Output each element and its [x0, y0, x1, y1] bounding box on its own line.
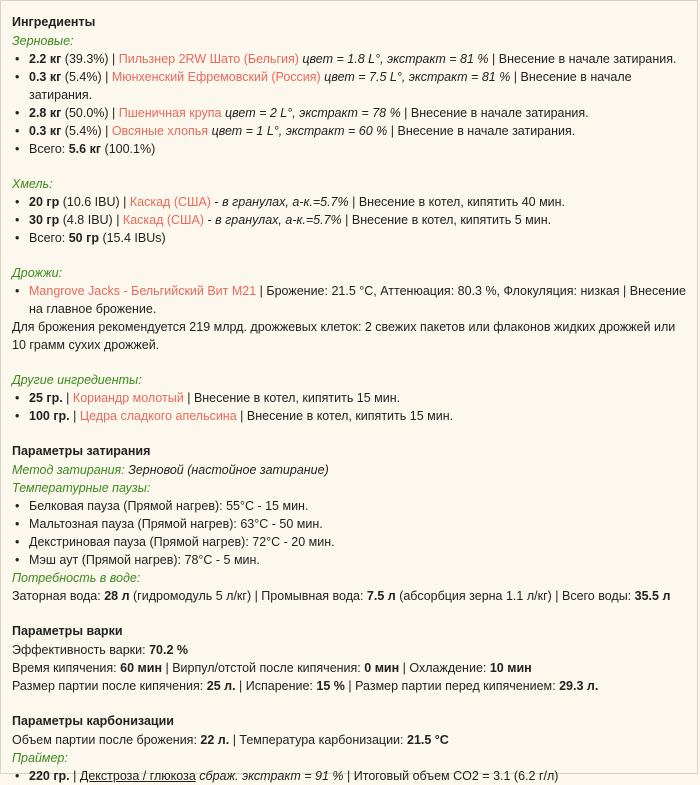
grain-link[interactable]: Мюнхенский Ефремовский (Россия) — [111, 70, 321, 84]
list-item: • 2.8 кг (50.0%) | Пшеничная крупа цвет = 2 L°, экстракт = 78 % | Внесение в начале затирания. — [12, 104, 689, 122]
water-subheading: Потребность в воде: — [12, 571, 141, 585]
primer-link[interactable]: Декстроза / глюкоза — [79, 769, 196, 783]
yeast-recommendation: Для брожения рекомендуется 219 млрд. дрожжевых клеток: 2 свежих пакетов или флаконов жидких дрожжей или 10 грамм сухих дрожжей. — [12, 320, 676, 352]
list-item: • Мальтозная пауза (Прямой нагрев): 63°C - 50 мин. — [12, 515, 689, 533]
grains-total: • Всего: 5.6 кг (100.1%) — [12, 140, 689, 158]
list-item: • 0.3 кг (5.4%) | Мюнхенский Ефремовский (Россия) цвет = 7.5 L°, экстракт = 81 % | Внесение в начале затирания. — [12, 68, 689, 104]
other-list — [12, 389, 689, 425]
rests-subheading: Температурные паузы: — [12, 481, 151, 495]
list-item: • 220 гр. | Декстроза / глюкоза сбраж. экстракт = 91 % | Итоговый объем CO2 = 3.1 (6.2 г/л) — [12, 767, 689, 785]
yeast-link[interactable]: Mangrove Jacks - Бельгийский Вит M21 — [29, 284, 257, 298]
water-line: Заторная вода: 28 л (гидромодуль 5 л/кг) | Промывная вода: 7.5 л (абсорбция зерна 1.1 л/кг) | Всего воды: 35.5 л — [12, 589, 671, 603]
other-link[interactable]: Кориандр молотый — [72, 391, 184, 405]
yeast-subheading: Дрожжи: — [12, 266, 63, 280]
list-item: • 2.2 кг (39.3%) | Пильзнер 2RW Шато (Бельгия) цвет = 1.8 L°, экстракт = 81 % | Внесение в начале затирания. — [12, 50, 689, 68]
mash-heading: Параметры затирания — [12, 444, 151, 458]
list-item: • Белковая пауза (Прямой нагрев): 55°C - 15 мин. — [12, 497, 689, 515]
ingredients-heading: Ингредиенты — [12, 15, 96, 29]
hop-link[interactable]: Каскад (США) — [122, 213, 205, 227]
list-item: • Декстриновая пауза (Прямой нагрев): 72°C - 20 мин. — [12, 533, 689, 551]
list-item: • 0.3 кг (5.4%) | Овсяные хлопья цвет = 1 L°, экстракт = 60 % | Внесение в начале затирания. — [12, 122, 689, 140]
grain-link[interactable]: Овсяные хлопья — [111, 124, 209, 138]
grains-subheading: Зерновые: — [12, 34, 74, 48]
grain-link[interactable]: Пильзнер 2RW Шато (Бельгия) — [118, 52, 299, 66]
primer-list — [12, 767, 689, 785]
list-item: • 30 гр (4.8 IBU) | Каскад (США) - в гранулах, а-к.=5.7% | Внесение в котел, кипятить 5 мин. — [12, 211, 689, 229]
hops-subheading: Хмель: — [12, 177, 53, 191]
carbonation-line: Объем партии после брожения: 22 л. | Температура карбонизации: 21.5 °C — [12, 733, 449, 747]
batch-size-line: Размер партии после кипячения: 25 л. | Испарение: 15 % | Размер партии перед кипячением: 29.3 л. — [12, 679, 599, 693]
primer-subheading: Праймер: — [12, 751, 68, 765]
hop-link[interactable]: Каскад (США) — [129, 195, 211, 209]
list-item: • 20 гр (10.6 IBU) | Каскад (США) - в гранулах, а-к.=5.7% | Внесение в котел, кипятить 40 мин. — [12, 193, 689, 211]
list-item: • Мэш аут (Прямой нагрев): 78°C - 5 мин. — [12, 551, 689, 569]
hops-total: • Всего: 50 гр (15.4 IBUs) — [12, 229, 689, 247]
yeast-list — [12, 282, 689, 318]
hops-list — [12, 193, 689, 247]
grains-list — [12, 50, 689, 158]
mash-method: Метод затирания: Зерновой (настойное затирание) — [12, 463, 329, 477]
grain-link[interactable]: Пшеничная крупа — [118, 106, 222, 120]
other-subheading: Другие ингредиенты: — [12, 373, 142, 387]
carbonation-heading: Параметры карбонизации — [12, 714, 174, 728]
other-link[interactable]: Цедра сладкого апельсина — [79, 409, 237, 423]
rests-list — [12, 497, 689, 569]
list-item: • 100 гр. | Цедра сладкого апельсина | Внесение в котел, кипятить 15 мин. — [12, 407, 689, 425]
efficiency-line: Эффективность варки: 70.2 % — [12, 643, 189, 657]
boil-heading: Параметры варки — [12, 624, 123, 638]
list-item: • 25 гр. | Кориандр молотый | Внесение в котел, кипятить 15 мин. — [12, 389, 689, 407]
list-item: • Mangrove Jacks - Бельгийский Вит M21 | Брожение: 21.5 °C, Аттенюация: 80.3 %, Флокуляция: низкая | Внесение на главное брожение. — [12, 282, 689, 318]
boil-time-line: Время кипячения: 60 мин | Вирпул/отстой после кипячения: 0 мин | Охлаждение: 10 мин — [12, 661, 532, 675]
